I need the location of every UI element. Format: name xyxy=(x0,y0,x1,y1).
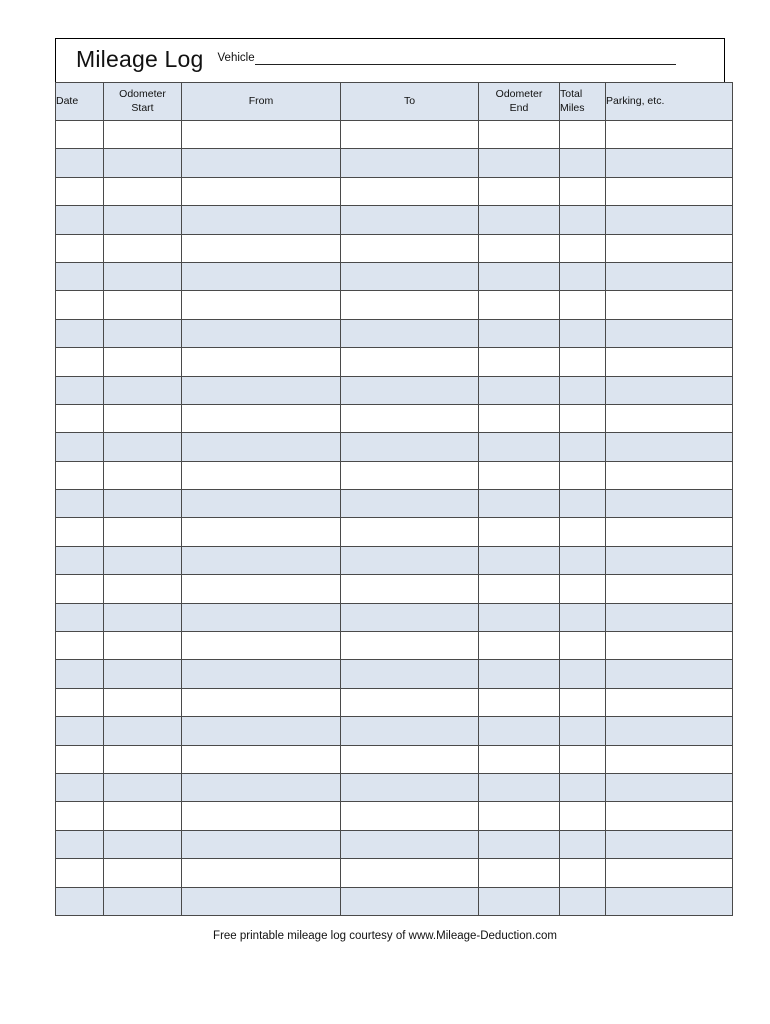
cell-total-miles[interactable] xyxy=(560,177,606,205)
cell-from[interactable] xyxy=(182,717,341,745)
cell-odometer-start[interactable] xyxy=(104,632,182,660)
cell-total-miles[interactable] xyxy=(560,291,606,319)
column-header-parking: Parking, etc. xyxy=(606,83,733,121)
cell-total-miles[interactable] xyxy=(560,348,606,376)
cell-odometer-start[interactable] xyxy=(104,404,182,432)
cell-odometer-start[interactable] xyxy=(104,376,182,404)
cell-total-miles[interactable] xyxy=(560,632,606,660)
cell-parking[interactable] xyxy=(606,603,733,631)
cell-odometer-start[interactable] xyxy=(104,262,182,290)
cell-odometer-end[interactable] xyxy=(479,887,560,915)
column-header-date: Date xyxy=(56,83,104,121)
table-row xyxy=(56,461,733,489)
cell-parking[interactable] xyxy=(606,546,733,574)
table-header xyxy=(56,83,733,121)
column-header-total-miles-line1: Total xyxy=(560,88,583,101)
cell-total-miles[interactable] xyxy=(560,802,606,830)
cell-parking[interactable] xyxy=(606,319,733,347)
cell-total-miles[interactable] xyxy=(560,234,606,262)
table-row xyxy=(56,149,733,177)
cell-parking[interactable] xyxy=(606,177,733,205)
cell-to[interactable] xyxy=(341,745,479,773)
cell-total-miles[interactable] xyxy=(560,262,606,290)
cell-total-miles[interactable] xyxy=(560,461,606,489)
table-row xyxy=(56,433,733,461)
cell-odometer-start[interactable] xyxy=(104,490,182,518)
mileage-log-table xyxy=(55,82,733,916)
cell-date[interactable] xyxy=(56,518,104,546)
cell-parking[interactable] xyxy=(606,376,733,404)
cell-odometer-start[interactable] xyxy=(104,177,182,205)
cell-total-miles[interactable] xyxy=(560,121,606,149)
cell-odometer-end[interactable] xyxy=(479,433,560,461)
cell-from[interactable] xyxy=(182,291,341,319)
cell-odometer-end[interactable] xyxy=(479,206,560,234)
cell-odometer-end[interactable] xyxy=(479,404,560,432)
cell-date[interactable] xyxy=(56,717,104,745)
cell-parking[interactable] xyxy=(606,802,733,830)
cell-total-miles[interactable] xyxy=(560,773,606,801)
cell-odometer-end[interactable] xyxy=(479,546,560,574)
table-row xyxy=(56,291,733,319)
cell-odometer-end[interactable] xyxy=(479,262,560,290)
cell-to[interactable] xyxy=(341,546,479,574)
cell-odometer-start[interactable] xyxy=(104,773,182,801)
table-row xyxy=(56,234,733,262)
table-row xyxy=(56,603,733,631)
cell-parking[interactable] xyxy=(606,575,733,603)
column-header-total-miles xyxy=(560,83,606,121)
cell-to[interactable] xyxy=(341,149,479,177)
cell-total-miles[interactable] xyxy=(560,490,606,518)
cell-date[interactable] xyxy=(56,660,104,688)
column-header-from: From xyxy=(182,83,341,121)
cell-total-miles[interactable] xyxy=(560,688,606,716)
cell-date[interactable] xyxy=(56,830,104,858)
cell-parking[interactable] xyxy=(606,433,733,461)
cell-parking[interactable] xyxy=(606,773,733,801)
vehicle-label: Vehicle xyxy=(217,52,255,64)
cell-odometer-start[interactable] xyxy=(104,291,182,319)
cell-date[interactable] xyxy=(56,603,104,631)
cell-from[interactable] xyxy=(182,262,341,290)
cell-date[interactable] xyxy=(56,688,104,716)
cell-to[interactable] xyxy=(341,830,479,858)
cell-parking[interactable] xyxy=(606,490,733,518)
cell-to[interactable] xyxy=(341,404,479,432)
cell-parking[interactable] xyxy=(606,262,733,290)
cell-odometer-end[interactable] xyxy=(479,490,560,518)
cell-from[interactable] xyxy=(182,859,341,887)
column-header-odometer-start-line2: Start xyxy=(131,101,154,114)
table-row xyxy=(56,887,733,915)
table-row xyxy=(56,518,733,546)
cell-parking[interactable] xyxy=(606,660,733,688)
cell-date[interactable] xyxy=(56,887,104,915)
cell-odometer-end[interactable] xyxy=(479,830,560,858)
table-row xyxy=(56,575,733,603)
table-row xyxy=(56,121,733,149)
cell-parking[interactable] xyxy=(606,121,733,149)
cell-parking[interactable] xyxy=(606,404,733,432)
table-row xyxy=(56,348,733,376)
cell-to[interactable] xyxy=(341,773,479,801)
cell-odometer-end[interactable] xyxy=(479,688,560,716)
cell-from[interactable] xyxy=(182,830,341,858)
column-header-odometer-end xyxy=(479,83,560,121)
cell-odometer-start[interactable] xyxy=(104,206,182,234)
cell-odometer-end[interactable] xyxy=(479,149,560,177)
cell-total-miles[interactable] xyxy=(560,546,606,574)
cell-odometer-end[interactable] xyxy=(479,660,560,688)
cell-total-miles[interactable] xyxy=(560,149,606,177)
cell-from[interactable] xyxy=(182,518,341,546)
cell-parking[interactable] xyxy=(606,632,733,660)
cell-date[interactable] xyxy=(56,546,104,574)
cell-odometer-start[interactable] xyxy=(104,348,182,376)
table-row xyxy=(56,632,733,660)
cell-date[interactable] xyxy=(56,262,104,290)
cell-from[interactable] xyxy=(182,177,341,205)
cell-to[interactable] xyxy=(341,291,479,319)
cell-from[interactable] xyxy=(182,404,341,432)
cell-odometer-end[interactable] xyxy=(479,348,560,376)
cell-from[interactable] xyxy=(182,660,341,688)
cell-from[interactable] xyxy=(182,745,341,773)
cell-total-miles[interactable] xyxy=(560,859,606,887)
cell-to[interactable] xyxy=(341,660,479,688)
cell-odometer-start[interactable] xyxy=(104,234,182,262)
cell-from[interactable] xyxy=(182,490,341,518)
cell-from[interactable] xyxy=(182,319,341,347)
cell-to[interactable] xyxy=(341,433,479,461)
column-header-odometer-start-line1: Odometer xyxy=(119,88,166,101)
cell-parking[interactable] xyxy=(606,887,733,915)
cell-date[interactable] xyxy=(56,461,104,489)
cell-total-miles[interactable] xyxy=(560,433,606,461)
cell-odometer-end[interactable] xyxy=(479,461,560,489)
cell-date[interactable] xyxy=(56,177,104,205)
cell-to[interactable] xyxy=(341,206,479,234)
cell-to[interactable] xyxy=(341,461,479,489)
column-header-to: To xyxy=(341,83,479,121)
cell-odometer-start[interactable] xyxy=(104,745,182,773)
cell-to[interactable] xyxy=(341,717,479,745)
cell-from[interactable] xyxy=(182,688,341,716)
cell-date[interactable] xyxy=(56,291,104,319)
cell-parking[interactable] xyxy=(606,717,733,745)
cell-date[interactable] xyxy=(56,121,104,149)
cell-from[interactable] xyxy=(182,348,341,376)
cell-from[interactable] xyxy=(182,546,341,574)
cell-odometer-start[interactable] xyxy=(104,319,182,347)
cell-parking[interactable] xyxy=(606,518,733,546)
cell-to[interactable] xyxy=(341,887,479,915)
cell-parking[interactable] xyxy=(606,745,733,773)
cell-total-miles[interactable] xyxy=(560,376,606,404)
cell-odometer-end[interactable] xyxy=(479,802,560,830)
column-header-odometer-end-line2: End xyxy=(509,101,529,114)
table-body xyxy=(56,121,733,916)
cell-to[interactable] xyxy=(341,376,479,404)
cell-date[interactable] xyxy=(56,433,104,461)
cell-parking[interactable] xyxy=(606,149,733,177)
cell-parking[interactable] xyxy=(606,206,733,234)
cell-odometer-end[interactable] xyxy=(479,121,560,149)
cell-to[interactable] xyxy=(341,802,479,830)
cell-odometer-end[interactable] xyxy=(479,859,560,887)
cell-date[interactable] xyxy=(56,319,104,347)
cell-odometer-start[interactable] xyxy=(104,461,182,489)
cell-parking[interactable] xyxy=(606,859,733,887)
cell-odometer-start[interactable] xyxy=(104,830,182,858)
cell-odometer-start[interactable] xyxy=(104,433,182,461)
cell-from[interactable] xyxy=(182,802,341,830)
column-header-odometer-end-line1: Odometer xyxy=(495,88,543,101)
cell-to[interactable] xyxy=(341,234,479,262)
cell-parking[interactable] xyxy=(606,461,733,489)
cell-parking[interactable] xyxy=(606,830,733,858)
cell-odometer-end[interactable] xyxy=(479,575,560,603)
cell-odometer-end[interactable] xyxy=(479,177,560,205)
cell-date[interactable] xyxy=(56,802,104,830)
header-row xyxy=(56,83,733,121)
cell-parking[interactable] xyxy=(606,291,733,319)
cell-odometer-start[interactable] xyxy=(104,575,182,603)
column-header-total-miles-line2: Miles xyxy=(560,101,585,114)
cell-odometer-end[interactable] xyxy=(479,603,560,631)
cell-parking[interactable] xyxy=(606,688,733,716)
cell-odometer-end[interactable] xyxy=(479,773,560,801)
table-row xyxy=(56,404,733,432)
cell-date[interactable] xyxy=(56,404,104,432)
footer-note: Free printable mileage log courtesy of www.Mileage-Deduction.com xyxy=(213,930,557,942)
title-block xyxy=(55,38,725,82)
cell-from[interactable] xyxy=(182,234,341,262)
table-row xyxy=(56,773,733,801)
cell-total-miles[interactable] xyxy=(560,717,606,745)
cell-date[interactable] xyxy=(56,773,104,801)
cell-total-miles[interactable] xyxy=(560,518,606,546)
table-row xyxy=(56,262,733,290)
cell-to[interactable] xyxy=(341,603,479,631)
cell-date[interactable] xyxy=(56,490,104,518)
table-row xyxy=(56,717,733,745)
cell-odometer-start[interactable] xyxy=(104,149,182,177)
cell-from[interactable] xyxy=(182,121,341,149)
cell-to[interactable] xyxy=(341,632,479,660)
cell-date[interactable] xyxy=(56,149,104,177)
cell-odometer-start[interactable] xyxy=(104,603,182,631)
cell-to[interactable] xyxy=(341,121,479,149)
vehicle-input[interactable] xyxy=(255,52,676,65)
cell-date[interactable] xyxy=(56,206,104,234)
cell-odometer-start[interactable] xyxy=(104,887,182,915)
mileage-log-sheet xyxy=(55,38,725,916)
cell-date[interactable] xyxy=(56,745,104,773)
table-row xyxy=(56,490,733,518)
table-row xyxy=(56,546,733,574)
cell-total-miles[interactable] xyxy=(560,319,606,347)
table-row xyxy=(56,859,733,887)
cell-odometer-start[interactable] xyxy=(104,717,182,745)
cell-odometer-end[interactable] xyxy=(479,632,560,660)
cell-total-miles[interactable] xyxy=(560,603,606,631)
cell-from[interactable] xyxy=(182,887,341,915)
cell-from[interactable] xyxy=(182,773,341,801)
table-row xyxy=(56,177,733,205)
cell-from[interactable] xyxy=(182,632,341,660)
cell-parking[interactable] xyxy=(606,348,733,376)
cell-to[interactable] xyxy=(341,177,479,205)
cell-odometer-start[interactable] xyxy=(104,546,182,574)
cell-odometer-end[interactable] xyxy=(479,319,560,347)
cell-total-miles[interactable] xyxy=(560,830,606,858)
cell-from[interactable] xyxy=(182,575,341,603)
table-row xyxy=(56,660,733,688)
cell-from[interactable] xyxy=(182,149,341,177)
cell-odometer-end[interactable] xyxy=(479,376,560,404)
cell-from[interactable] xyxy=(182,376,341,404)
cell-odometer-start[interactable] xyxy=(104,121,182,149)
table-row xyxy=(56,688,733,716)
cell-to[interactable] xyxy=(341,262,479,290)
cell-odometer-start[interactable] xyxy=(104,518,182,546)
cell-to[interactable] xyxy=(341,319,479,347)
cell-odometer-end[interactable] xyxy=(479,518,560,546)
cell-odometer-end[interactable] xyxy=(479,234,560,262)
cell-to[interactable] xyxy=(341,575,479,603)
cell-total-miles[interactable] xyxy=(560,575,606,603)
cell-odometer-end[interactable] xyxy=(479,717,560,745)
cell-date[interactable] xyxy=(56,348,104,376)
cell-date[interactable] xyxy=(56,575,104,603)
cell-odometer-end[interactable] xyxy=(479,291,560,319)
cell-odometer-start[interactable] xyxy=(104,859,182,887)
cell-to[interactable] xyxy=(341,348,479,376)
vehicle-field-group xyxy=(218,52,724,69)
table-row xyxy=(56,319,733,347)
table-row xyxy=(56,745,733,773)
cell-total-miles[interactable] xyxy=(560,887,606,915)
cell-date[interactable] xyxy=(56,859,104,887)
cell-parking[interactable] xyxy=(606,234,733,262)
table-row xyxy=(56,376,733,404)
cell-odometer-start[interactable] xyxy=(104,688,182,716)
cell-to[interactable] xyxy=(341,490,479,518)
cell-date[interactable] xyxy=(56,376,104,404)
cell-odometer-start[interactable] xyxy=(104,660,182,688)
cell-date[interactable] xyxy=(56,234,104,262)
cell-odometer-end[interactable] xyxy=(479,745,560,773)
cell-date[interactable] xyxy=(56,632,104,660)
cell-to[interactable] xyxy=(341,518,479,546)
cell-from[interactable] xyxy=(182,206,341,234)
cell-from[interactable] xyxy=(182,461,341,489)
column-header-odometer-start xyxy=(104,83,182,121)
cell-from[interactable] xyxy=(182,603,341,631)
cell-total-miles[interactable] xyxy=(560,745,606,773)
cell-from[interactable] xyxy=(182,433,341,461)
page-title: Mileage Log xyxy=(76,46,204,72)
cell-to[interactable] xyxy=(341,688,479,716)
table-row xyxy=(56,206,733,234)
cell-total-miles[interactable] xyxy=(560,206,606,234)
cell-total-miles[interactable] xyxy=(560,660,606,688)
table-row xyxy=(56,830,733,858)
cell-odometer-start[interactable] xyxy=(104,802,182,830)
cell-to[interactable] xyxy=(341,859,479,887)
cell-total-miles[interactable] xyxy=(560,404,606,432)
table-row xyxy=(56,802,733,830)
